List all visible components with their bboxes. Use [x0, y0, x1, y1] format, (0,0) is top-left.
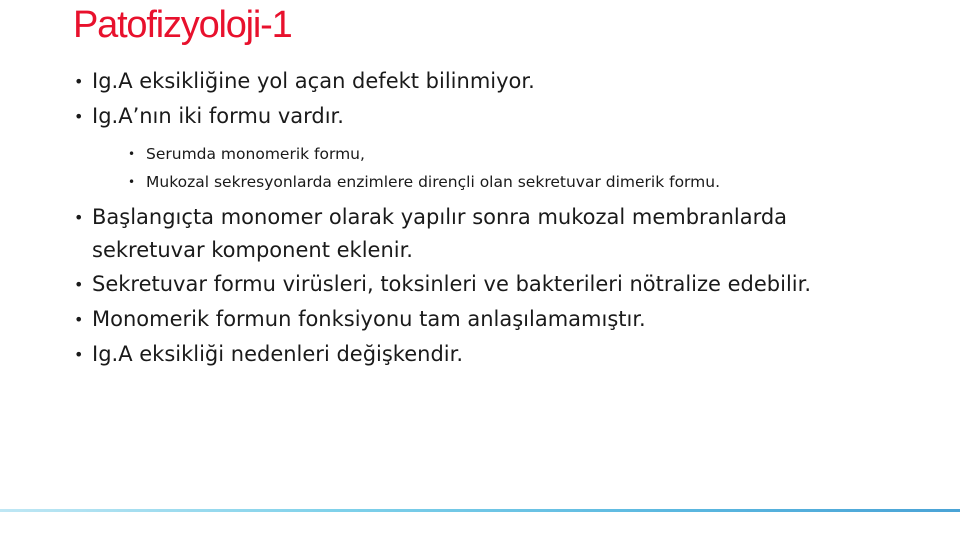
sub-bullet-list	[128, 140, 902, 196]
bullet-text: Ig.A’nın iki formu vardır.	[92, 104, 344, 128]
slide-title: Patofizyoloji-1	[73, 4, 292, 46]
bullet-item	[72, 99, 902, 134]
bullet-icon: •	[74, 208, 84, 227]
sub-bullet-item	[128, 168, 902, 196]
bullet-icon: •	[74, 275, 84, 294]
bullet-text: Sekretuvar formu virüsleri, toksinleri ve bakterileri nötralize edebilir.	[92, 272, 812, 296]
slide-content	[72, 64, 902, 372]
bullet-icon: •	[128, 147, 136, 161]
bullet-text: Monomerik formun fonksiyonu tam anlaşılamamıştır.	[92, 307, 646, 331]
bullet-item	[72, 267, 902, 302]
bullet-icon: •	[128, 175, 136, 189]
footer-divider	[0, 509, 960, 512]
bullet-icon: •	[74, 72, 84, 91]
sub-bullet-text: Mukozal sekresyonlarda enzimlere dirençli olan sekretuvar dimerik formu.	[146, 173, 721, 191]
bullet-text: Ig.A eksikliği nedenleri değişkendir.	[92, 342, 463, 366]
bullet-item	[72, 302, 902, 337]
bullet-text: Ig.A eksikliğine yol açan defekt bilinmiyor.	[92, 69, 535, 93]
sub-bullet-text: Serumda monomerik formu,	[146, 145, 365, 163]
bullet-text: Başlangıçta monomer olarak yapılır sonra mukozal membranlarda sekretuvar komponent eklenir.	[92, 205, 788, 262]
bullet-icon: •	[74, 310, 84, 329]
bullet-icon: •	[74, 345, 84, 364]
sub-bullet-item	[128, 140, 902, 168]
bullet-item	[72, 201, 902, 267]
bullet-icon: •	[74, 107, 84, 126]
bullet-item	[72, 64, 902, 99]
bullet-item	[72, 337, 902, 372]
